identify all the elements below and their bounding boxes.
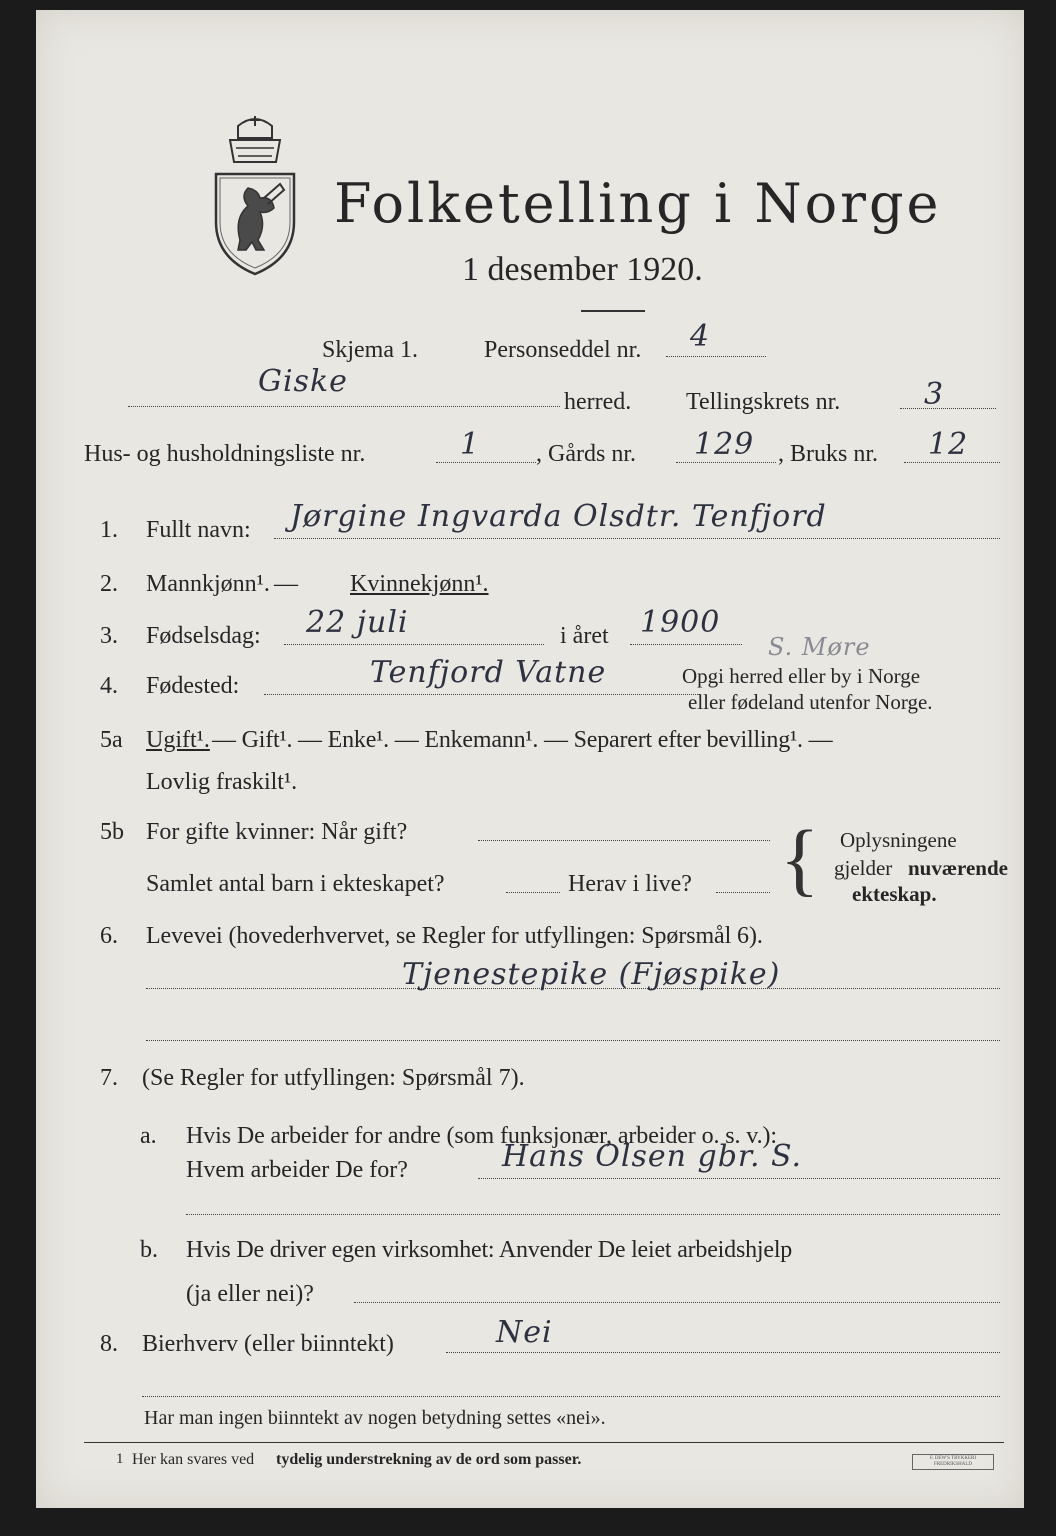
q4-label: Fødested: [146, 673, 240, 699]
q6-line2 [146, 1040, 1000, 1041]
q7a-line1: Hvis De arbeider for andre (som funksjonær, arbeider o. s. v.): [186, 1123, 778, 1149]
bruks-label: , Bruks nr. [778, 441, 879, 467]
gender-female-selected[interactable]: Kvinnekjønn¹. [350, 571, 489, 597]
q8-label: Bierhverv (eller biinntekt) [142, 1331, 394, 1357]
q7-number: 7. [100, 1065, 118, 1091]
q7a-answer-line2 [186, 1214, 1000, 1215]
q7-label: (Se Regler for utfyllingen: Spørsmål 7). [142, 1065, 525, 1091]
tellingskrets-label: Tellingskrets nr. [686, 389, 841, 415]
q5b-children-line [506, 892, 560, 893]
bruks-line [904, 462, 1000, 463]
gender-male[interactable]: Mannkjønn¹. [146, 571, 270, 597]
printer-stamp: F. DEW'S TRYKKERI FREDRIKSHALD [912, 1454, 994, 1470]
q4-line [264, 694, 700, 695]
skjema-label: Skjema 1. [322, 337, 418, 363]
brace-icon: { [780, 813, 820, 904]
q7b-line1: Hvis De driver egen virksomhet: Anvender De leiet arbeidshjelp [186, 1237, 793, 1263]
birthday-value[interactable]: 22 juli [306, 605, 409, 640]
tellingskrets-line [900, 408, 996, 409]
q3-year-line [630, 644, 742, 645]
status-options: — Gift¹. — Enke¹. — Enkemann¹. — Separert efter bevilling¹. — [212, 727, 833, 753]
tellingskrets-value[interactable]: 3 [924, 377, 945, 412]
brace-note-line2a: gjelder [834, 856, 893, 880]
birthplace-pencil-note: S. Møre [768, 633, 871, 661]
q6-label: Levevei (hovederhvervet, se Regler for utfyllingen: Spørsmål 6). [146, 923, 763, 949]
footnote-mark: 1 [116, 1451, 124, 1467]
q4-note-line2: eller fødeland utenfor Norge. [688, 690, 933, 714]
census-date: 1 desember 1920. [462, 251, 703, 288]
q6-number: 6. [100, 923, 118, 949]
personseddel-label: Personseddel nr. [484, 337, 642, 363]
bruks-value[interactable]: 12 [928, 427, 969, 462]
q4-number: 4. [100, 673, 118, 699]
footnote-text-start: Her kan svares ved [132, 1451, 255, 1468]
q5b-label-children: Samlet antal barn i ekteskapet? [146, 871, 445, 897]
personseddel-line [666, 356, 766, 357]
q8-line1 [446, 1352, 1000, 1353]
gards-label: , Gårds nr. [536, 441, 636, 467]
gender-separator: — [274, 571, 298, 597]
q7a-answer-line1 [478, 1178, 1000, 1179]
q5b-number: 5b [100, 819, 124, 845]
footnote-text-bold: tydelig understrekning av de ord som passer. [276, 1451, 582, 1468]
q5b-label-married: For gifte kvinner: Når gift? [146, 819, 408, 845]
q5a-number: 5a [100, 727, 123, 753]
occupation-value[interactable]: Tjenestepike (Fjøspike) [402, 957, 781, 992]
q1-label: Fullt navn: [146, 517, 251, 543]
q7b-answer-line [354, 1302, 1000, 1303]
title-rule [581, 310, 645, 312]
side-income-value[interactable]: Nei [496, 1315, 553, 1350]
herred-value[interactable]: Giske [258, 364, 348, 399]
q8-line2 [142, 1396, 1000, 1397]
gards-value[interactable]: 129 [694, 427, 755, 462]
q5b-married-line [478, 840, 770, 841]
herred-label: herred. [564, 389, 632, 415]
year-label: i året [560, 623, 609, 649]
q3-number: 3. [100, 623, 118, 649]
employer-value[interactable]: Hans Olsen gbr. S. [502, 1139, 803, 1174]
birthplace-value[interactable]: Tenfjord Vatne [370, 655, 607, 690]
q7a-line2: Hvem arbeider De for? [186, 1157, 408, 1183]
status-fraskilt: Lovlig fraskilt¹. [146, 769, 298, 795]
birth-year-value[interactable]: 1900 [640, 605, 721, 640]
census-form [36, 10, 1024, 1508]
q7a-letter: a. [140, 1123, 157, 1149]
q8-number: 8. [100, 1331, 118, 1357]
q2-number: 2. [100, 571, 118, 597]
brace-note-line1: Oplysningene [840, 828, 957, 852]
brace-note-line2b: nuværende [908, 856, 1008, 880]
hus-value[interactable]: 1 [460, 427, 481, 462]
q7b-line2: (ja eller nei)? [186, 1281, 314, 1307]
form-title: Folketelling i Norge [334, 172, 942, 235]
coat-of-arms-icon [208, 114, 302, 276]
q3-label: Fødselsdag: [146, 623, 261, 649]
brace-note-line3: ekteskap. [852, 882, 937, 906]
q3-day-line [284, 644, 544, 645]
q7b-letter: b. [140, 1237, 158, 1263]
footnote-rule [84, 1442, 1004, 1443]
q5b-label-alive: Herav i live? [568, 871, 692, 897]
q4-note-line1: Opgi herred eller by i Norge [682, 664, 921, 688]
q1-number: 1. [100, 517, 118, 543]
full-name-value[interactable]: Jørgine Ingvarda Olsdtr. Tenfjord [290, 499, 827, 534]
q8-note: Har man ingen biinntekt av nogen betydning settes «nei». [144, 1407, 606, 1429]
hus-label: Hus- og husholdningsliste nr. [84, 441, 366, 467]
status-ugift-selected[interactable]: Ugift¹. [146, 727, 210, 753]
personseddel-value[interactable]: 4 [690, 319, 711, 354]
q5b-alive-line [716, 892, 770, 893]
gards-line [676, 462, 776, 463]
herred-line [128, 406, 560, 407]
q1-line [274, 538, 1000, 539]
hus-line [436, 462, 536, 463]
